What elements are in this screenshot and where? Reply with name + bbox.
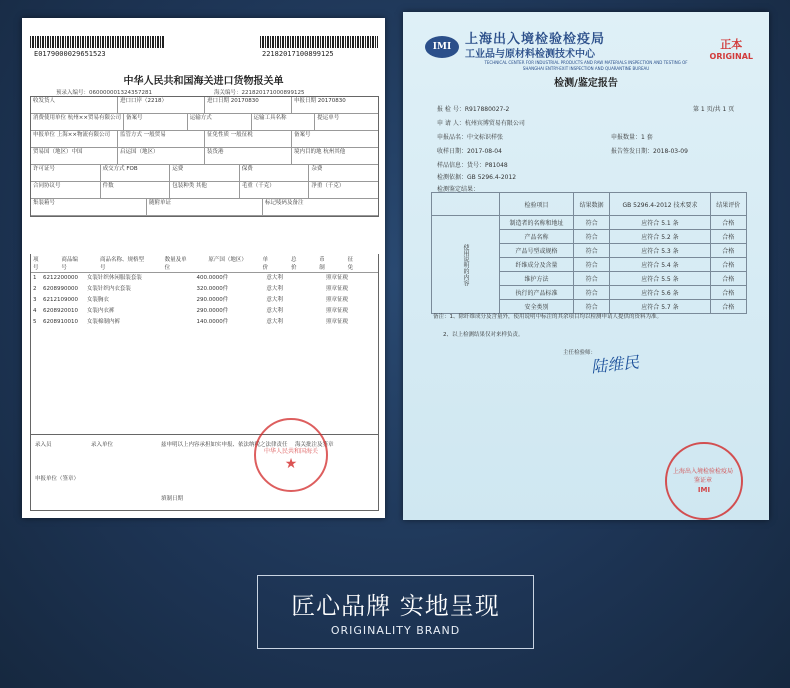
report-header-cell: 结果评价: [710, 193, 746, 216]
customs-header-cell: 收发货人: [31, 97, 118, 113]
report-cell: 产品号型或规格: [500, 244, 574, 258]
original-mark: 正本 ORIGINAL: [709, 38, 753, 61]
report-cell: 符合: [573, 300, 609, 314]
report-cell: 产品名称: [500, 230, 574, 244]
signer-label: 主任检验师：: [563, 350, 597, 356]
report-cell: 安全类别: [500, 300, 574, 314]
customs-header-row: [31, 148, 378, 165]
customs-header-cell: 申报日期 20170830: [294, 98, 346, 104]
customs-header-cell: 成交方式 FOB: [101, 165, 171, 181]
goods-name: 女装内衣裤: [86, 308, 115, 314]
customs-header-cell: 许可证号: [31, 165, 101, 181]
goods-country: 意大利: [266, 275, 283, 281]
goods-code: 6208910010: [42, 319, 78, 325]
customs-header-cell: 包装种类 其他: [170, 182, 240, 198]
goods-country: 意大利: [266, 308, 283, 314]
report-cell: 应符合 5.6 条: [610, 286, 710, 300]
quantity: 申报数量：1 套: [611, 134, 653, 141]
report-header-cn-2: 工业品与原材料检测技术中心: [465, 49, 595, 60]
goods-table-header: [31, 254, 378, 273]
report-cell: 合格: [710, 216, 746, 230]
goods-header-cell: 单价: [262, 257, 269, 271]
customs-header-cell: 备案号: [294, 132, 311, 138]
report-cell: 合格: [710, 286, 746, 300]
report-cell: 合格: [710, 244, 746, 258]
customs-header-cell: 运费: [170, 165, 240, 181]
goods-tax: 照章征税: [326, 275, 349, 281]
customs-header-row: [31, 199, 378, 216]
page-info: 第 1 页/共 1 页: [693, 106, 735, 113]
goods-tax: 照章征税: [326, 308, 349, 314]
customs-header-cell: 启运国（地区）: [118, 148, 205, 164]
barcode-left: [30, 36, 165, 48]
customs-header-cell: 合同协议号: [31, 182, 101, 198]
goods-name: 女装针织休闲服装套装: [86, 275, 142, 281]
customs-form-title: 中华人民共和国海关进口货物报关单: [123, 76, 284, 87]
customs-header-cell: 件数: [101, 182, 171, 198]
customs-header-cell: 随附单证: [147, 199, 263, 215]
customs-header-table: [30, 96, 379, 217]
goods-row: [31, 273, 378, 284]
customs-header-cell: 进口口岸（2218）: [118, 97, 205, 113]
test-result-label: 检测鉴定结果：: [437, 186, 480, 193]
imi-logo: IMI: [425, 36, 459, 58]
report-cell: 应符合 5.4 条: [610, 258, 710, 272]
signature: 陆维民: [590, 352, 640, 377]
goods-name: 女装胸衣: [86, 297, 109, 303]
report-note-2: 2、以上检测结果仅对来样负责。: [443, 332, 524, 338]
report-header-en-2: SHANGHAI ENTRY-EXIT INSPECTION AND QUARANTINE BUREAU: [522, 66, 650, 71]
report-cell: 符合: [573, 230, 609, 244]
report-cell: 维护方法: [500, 272, 574, 286]
goods-tax: 照章征税: [326, 319, 349, 325]
customs-header-cell: 监管方式 一般贸易: [118, 131, 205, 147]
goods-row: [31, 306, 378, 317]
issue-date: 报告签发日期：2018-03-09: [611, 148, 688, 155]
entry-unit-label: 录入单位: [91, 442, 114, 448]
certification-red-stamp: 上海出入境检验检疫局 鉴证章 IMI: [665, 442, 743, 520]
customs-header-cell: 备案号: [124, 114, 188, 130]
customs-header-cell: 贸易国（地区）中国: [31, 148, 118, 164]
sample-info: 样品信息：货号：P81048: [437, 162, 508, 169]
goods-header-cell: 总价: [290, 257, 297, 271]
report-header-cell: GB 5296.4-2012 技术要求: [610, 193, 710, 216]
goods-header-cell: 征免: [347, 257, 354, 271]
goods-row: [31, 284, 378, 295]
report-side-label: 使用说明的内容: [432, 216, 500, 314]
customs-header-row: [31, 182, 378, 199]
goods-header-cell: 商品名称、规格型号: [100, 257, 145, 271]
goods-qty: 290.0000件: [196, 308, 229, 314]
customs-header-cell: 消费使用单位 杭州××贸易有限公司: [31, 114, 124, 130]
report-cell: 符合: [573, 244, 609, 258]
caption-title-en: ORIGINALITY BRAND: [330, 624, 461, 637]
report-results-table: [431, 192, 747, 314]
customs-header-cell: 毛重（千克）: [240, 182, 310, 198]
report-cell: 执行的产品标准: [500, 286, 574, 300]
report-cell: 符合: [573, 272, 609, 286]
goods-row: [31, 295, 378, 306]
customs-header-cell: 标记唛码及备注: [265, 200, 304, 206]
customs-header-cell: 净重（千克）: [311, 183, 345, 189]
report-cell: 应符合 5.2 条: [610, 230, 710, 244]
goods-header-cell: 项号: [33, 257, 39, 271]
customs-header-row: [31, 131, 378, 148]
declaration-text: 兹申明以上内容承担如实申报、依法纳税之法律责任: [161, 442, 288, 448]
goods-name: 女装针织内衣套装: [86, 286, 131, 292]
goods-country: 意大利: [266, 286, 283, 292]
goods-code: 6208920010: [42, 308, 78, 314]
goods-qty: 400.0000件: [196, 275, 229, 281]
report-note-1: 备注：1、除纤维成分及含量外，使用说明中标注的其余项目均以检测申请人提供的资料为准。: [433, 314, 663, 320]
barcode-right-text: 22182017100899125: [262, 50, 334, 58]
customs-declaration-document: [22, 18, 385, 518]
report-number: 报 检 号：R917880027-2: [437, 106, 510, 113]
report-header-cell: 结果数据: [573, 193, 609, 216]
goods-code: 6208990000: [42, 286, 78, 292]
customs-header-cell: 申报单位 上海××物流有限公司: [31, 131, 118, 147]
customs-header-cell: 杂费: [311, 166, 323, 172]
goods-code: 6212200000: [42, 275, 78, 281]
goods-row: [31, 317, 378, 328]
goods-qty: 290.0000件: [196, 297, 229, 303]
goods-header-cell: 原产国（地区）: [208, 257, 247, 263]
report-cell: 合格: [710, 300, 746, 314]
customs-header-cell: 运输方式: [188, 114, 252, 130]
report-header-en-1: TECHNICAL CENTER FOR INDUSTRIAL PRODUCTS AND RAW MATERIALS INSPECTION AND TESTING OF: [484, 60, 688, 65]
customs-header-cell: 装货港: [205, 148, 292, 164]
customs-header-cell: 运输工具名称: [252, 114, 316, 130]
customs-header-row: [31, 165, 378, 182]
report-cell: 符合: [573, 216, 609, 230]
customs-header-cell: 提运单号: [317, 115, 340, 121]
entry-person-label: 录入员: [35, 442, 52, 448]
goods-name: 女装棉制内裤: [86, 319, 120, 325]
goods-no: 5: [33, 319, 37, 325]
report-cell: 制造者的名称和地址: [500, 216, 574, 230]
caption-box: [257, 575, 534, 649]
report-cell: 纤维成分及含量: [500, 258, 574, 272]
fill-date-label: 填制日期: [161, 496, 184, 502]
report-cell: 合格: [710, 272, 746, 286]
goods-qty: 320.0000件: [196, 286, 229, 292]
customs-header-cell: 境内目的地 杭州其他: [294, 149, 346, 155]
goods-table: [30, 254, 379, 435]
customs-header-cell: 集装箱号: [31, 199, 147, 215]
barcode-right: [260, 36, 378, 48]
goods-header-cell: 币制: [319, 257, 325, 271]
goods-no: 2: [33, 286, 37, 292]
customs-header-cell: 进口日期 20170830: [205, 97, 292, 113]
goods-country: 意大利: [266, 319, 283, 325]
report-table-header: [432, 193, 747, 216]
report-cell: 合格: [710, 230, 746, 244]
report-cell: 符合: [573, 286, 609, 300]
sample-name: 申报品名：中文标识样张: [437, 134, 504, 141]
goods-country: 意大利: [266, 297, 283, 303]
goods-tax: 照章征税: [326, 297, 349, 303]
report-cell: 应符合 5.3 条: [610, 244, 710, 258]
customs-header-cell: 保费: [240, 165, 310, 181]
report-table-row: [432, 216, 747, 230]
customs-header-row: [31, 97, 378, 114]
goods-tax: 照章征税: [326, 286, 349, 292]
receive-date: 收样日期：2017-08-04: [437, 148, 502, 155]
report-cell: 应符合 5.7 条: [610, 300, 710, 314]
barcode-left-text: E0179000029651523: [34, 50, 106, 58]
customs-approval-label: 海关批注及签章: [295, 442, 334, 448]
report-cell: 应符合 5.1 条: [610, 216, 710, 230]
applicant: 申 请 人：杭州宾博贸易有限公司: [437, 120, 525, 127]
goods-no: 3: [33, 297, 37, 303]
goods-qty: 140.0000件: [196, 319, 229, 325]
test-standard: 检测依据：GB 5296.4-2012: [437, 174, 517, 181]
caption-title-cn: 匠心品牌 实地呈现: [291, 592, 500, 620]
report-title: 检测/鉴定报告: [554, 78, 618, 89]
pre-entry-number: 预录入编号：060000001324357281: [56, 90, 153, 96]
goods-header-cell: 商品编号: [61, 257, 78, 271]
goods-no: 1: [33, 275, 37, 281]
customs-red-stamp: 中华人民共和国海关 ★: [254, 418, 328, 492]
goods-header-cell: 数量及单位: [164, 257, 187, 271]
customs-header-row: [31, 114, 378, 131]
goods-code: 6212109000: [42, 297, 78, 303]
declarant-unit-label: 申报单位（签章）: [35, 476, 80, 482]
report-header-cell: 检验项目: [500, 193, 574, 216]
report-cell: 符合: [573, 258, 609, 272]
report-header-cn-1: 上海出入境检验检疫局: [465, 32, 606, 47]
report-cell: 应符合 5.5 条: [610, 272, 710, 286]
customs-header-cell: 征免性质 一般征税: [205, 131, 292, 147]
customs-number: 海关编号：221820171000899125: [214, 90, 305, 96]
goods-no: 4: [33, 308, 37, 314]
inspection-report-document: [403, 12, 769, 520]
report-cell: 合格: [710, 258, 746, 272]
